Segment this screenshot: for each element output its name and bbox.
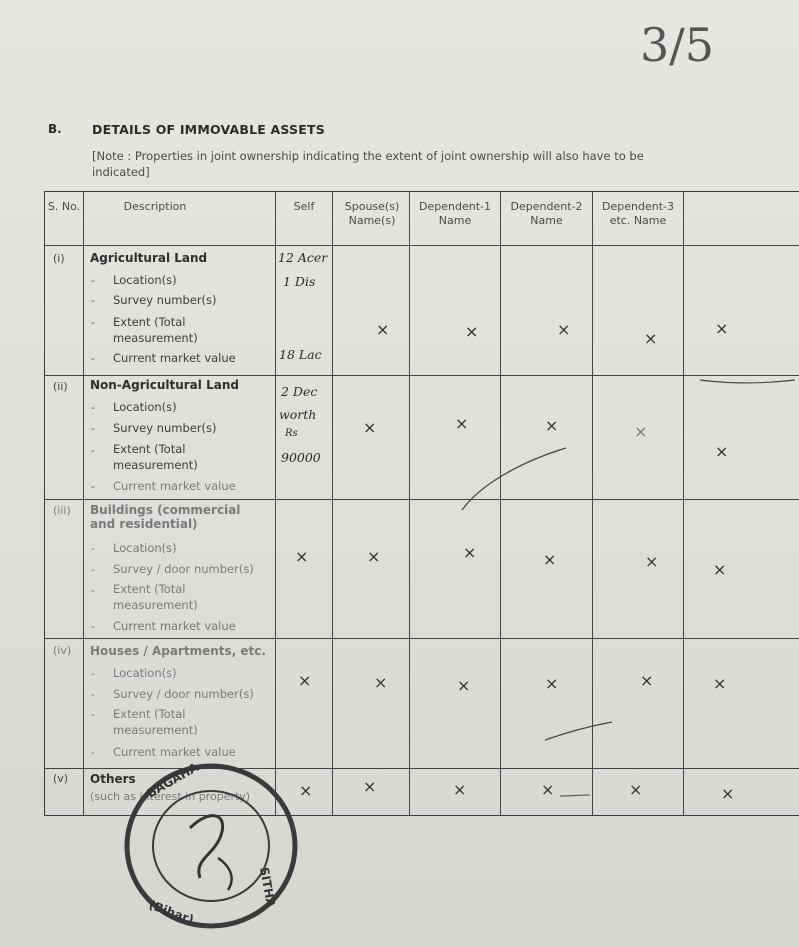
row-item: Survey / door number(s) (113, 687, 254, 701)
handwritten-self-value: 90000 (281, 450, 321, 465)
handwritten-self-value: worth (279, 407, 317, 422)
row-number: (iv) (53, 644, 72, 657)
cross-mark: × (557, 320, 571, 339)
stamp-lettering: SITHA (257, 866, 278, 909)
handwritten-self-value: 18 Lac (279, 347, 322, 362)
cross-mark: × (543, 550, 557, 569)
row-number: (iii) (53, 504, 71, 517)
row-item: Extent (Total measurement) (113, 315, 198, 345)
row-item: Survey number(s) (113, 421, 217, 435)
cross-mark: × (713, 674, 727, 693)
list-bullet: - (91, 422, 95, 435)
cross-mark: × (295, 547, 309, 566)
row-item: Current market value (113, 619, 236, 633)
row-title: Buildings (commercial and residential) (90, 503, 241, 531)
header-description: Description (123, 200, 187, 213)
row-item: Survey / door number(s) (113, 562, 254, 576)
header-dependent-3: Dependent-3 etc. Name (602, 200, 674, 227)
list-bullet: - (91, 708, 95, 721)
cross-mark: × (545, 674, 559, 693)
row-item: Survey number(s) (113, 293, 217, 307)
row-item: (such as interest in property) (90, 790, 251, 803)
cross-mark: × (715, 442, 729, 461)
cross-mark: × (374, 673, 388, 692)
cross-mark: × (376, 320, 390, 339)
cross-mark: × (541, 780, 555, 799)
row-item: Location(s) (113, 400, 177, 414)
cross-mark: × (463, 543, 477, 562)
row-item: Extent (Total measurement) (113, 442, 198, 472)
section-title: DETAILS OF IMMOVABLE ASSETS (92, 122, 325, 137)
list-bullet: - (91, 352, 95, 365)
handwritten-self-value: 2 Dec (281, 384, 318, 399)
list-bullet: - (91, 688, 95, 701)
list-bullet: - (91, 542, 95, 555)
list-bullet: - (91, 667, 95, 680)
row-item: Location(s) (113, 541, 177, 555)
list-bullet: - (91, 620, 95, 633)
official-stamp (120, 758, 302, 934)
header-self: Self (293, 200, 315, 213)
stamp-lettering: (Bihar) (146, 897, 196, 927)
list-bullet: - (91, 401, 95, 414)
header-dependent-2: Dependent-2 Name (510, 200, 583, 227)
handwritten-self-value: 1 Dis (283, 274, 316, 289)
list-bullet: - (91, 294, 95, 307)
cross-mark: × (363, 777, 377, 796)
list-bullet: - (91, 444, 95, 457)
cross-mark: × (713, 560, 727, 579)
row-item: Extent (Total measurement) (113, 582, 198, 612)
list-bullet: - (91, 563, 95, 576)
list-bullet: - (91, 274, 95, 287)
header-dependent-1: Dependent-1 Name (419, 200, 491, 227)
row-item: Location(s) (113, 273, 177, 287)
header-spouse: Spouse(s) Name(s) (344, 200, 400, 227)
cross-mark: × (640, 671, 654, 690)
row-number: (ii) (53, 380, 68, 393)
cross-mark: × (545, 416, 559, 435)
row-title: Others (90, 772, 136, 786)
row-item: Current market value (113, 351, 236, 365)
cross-mark: × (453, 780, 467, 799)
list-bullet: - (91, 480, 95, 493)
list-bullet: - (91, 746, 95, 759)
list-bullet: - (91, 584, 95, 597)
row-item: Current market value (113, 745, 236, 759)
row-title: Non-Agricultural Land (90, 378, 239, 392)
cross-mark: × (363, 418, 377, 437)
cross-mark: × (465, 322, 479, 341)
cross-mark: × (299, 781, 313, 800)
section-note: [Note : Properties in joint ownership indicating the extent of joint ownership will also have to be indicated] (92, 149, 644, 179)
page-number-mark: 3/5 (640, 18, 715, 72)
row-title: Houses / Apartments, etc. (90, 644, 266, 658)
handwritten-self-value: 12 Acer (278, 250, 328, 265)
cross-mark: × (721, 784, 735, 803)
row-title: Agricultural Land (90, 251, 208, 265)
stamp-lettering: BAGAHA (144, 760, 201, 801)
header-sno: S. No. (47, 200, 81, 213)
row-item: Extent (Total measurement) (113, 707, 198, 737)
cross-mark: × (644, 329, 658, 348)
list-bullet: - (91, 316, 95, 329)
cross-mark: × (457, 676, 471, 695)
cross-mark: × (715, 319, 729, 338)
row-item: Current market value (113, 479, 236, 493)
handwritten-self-value: Rs (285, 428, 298, 439)
row-number: (v) (53, 772, 69, 785)
cross-mark: × (367, 547, 381, 566)
cross-mark: × (455, 414, 469, 433)
cross-mark: × (629, 780, 643, 799)
row-item: Location(s) (113, 666, 177, 680)
cross-mark: × (298, 671, 312, 690)
row-number: (i) (53, 252, 65, 265)
section-letter: B. (48, 122, 62, 136)
cross-mark: × (634, 422, 648, 441)
cross-mark: × (645, 552, 659, 571)
